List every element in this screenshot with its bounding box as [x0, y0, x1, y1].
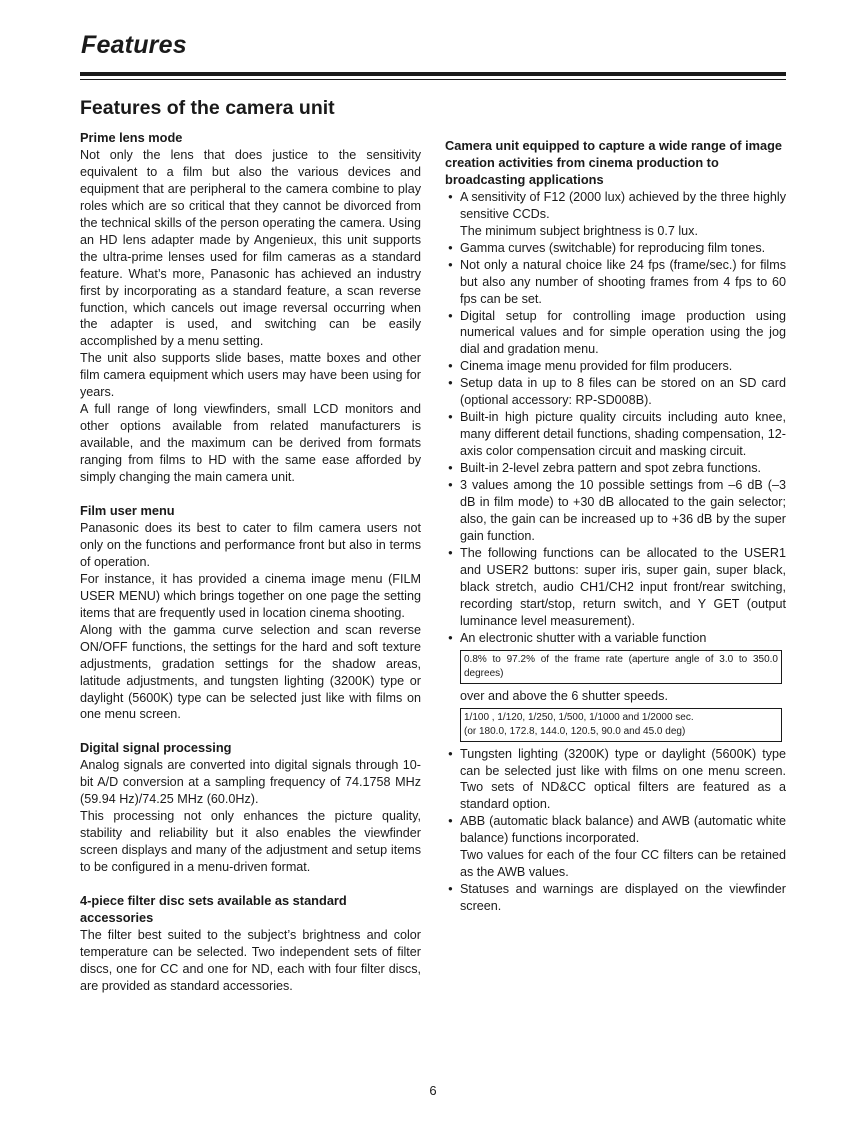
digital-signal-paragraph: This processing not only enhances the picture quality, stability and reliability but it also enables the viewfinder screen displays and many of the adjustment and setup items to be configured in a menu-driven format. — [80, 809, 421, 875]
prime-lens-paragraph: A full range of long viewfinders, small LCD monitors and other options available from related manufacturers is available, and the maximum can be derived from formats ranging from films to HD with the same ease afforded by simply changing the main camera unit. — [80, 402, 421, 485]
prime-lens-paragraph: Not only the lens that does justice to the sensitivity equivalent to a film but also the various devices and equipment that are peripheral to the camera combine to play roles which are so critical that they cannot be divorced from the technical skills of the person operating the camera. Using an HD lens adapter made by Angenieux, this unit supports the ultra-prime lenses used for film cameras as a standard feature. What’s more, Panasonic has achieved an industry first by incorporating as a standard feature, a scan reverse function, which cancels out image reversal occurring when the adapter is used, and switching can be easily accomplished by a menu setting. — [80, 147, 421, 349]
camera-unit-heading: Camera unit equipped to capture a wide range of image creation activities from cinema production to broadcasting applications — [445, 138, 783, 187]
feature-item: ● An electronic shutter with a variable function — [445, 630, 786, 647]
digital-signal-paragraph: Analog signals are converted into digital signals through 10-bit A/D conversion at a sampling frequency of 74.1758 MHz (59.94 Hz)/74.25 MHz (60.0Hz). — [80, 758, 421, 807]
filter-disc-heading: 4-piece filter disc sets available as standard accessories — [80, 893, 347, 925]
page-number: 6 — [429, 1083, 437, 1098]
film-user-menu-paragraph: For instance, it has provided a cinema image menu (FILM USER MENU) which brings together on one page the setting items that are frequently used in location cinema shooting. — [80, 571, 421, 620]
feature-item: ● Setup data in up to 8 files can be stored on an SD card (optional accessory: RP-SD008B). — [445, 375, 786, 409]
header-rule-thin — [80, 79, 786, 80]
feature-item: ● Cinema image menu provided for film producers. — [445, 358, 786, 375]
feature-list-a — [445, 189, 786, 647]
feature-item: ● Tungsten lighting (3200K) type or daylight (5600K) type can be selected just like with films on one menu screen. Two sets of ND&CC optical filters are featured as a standard option. — [445, 746, 786, 814]
header-rule-thick — [80, 72, 786, 76]
film-user-menu-paragraph: Panasonic does its best to cater to film camera users not only on the functions and performance front but also in terms of operation. — [80, 520, 421, 569]
left-column — [80, 130, 421, 995]
page-title: Features — [81, 31, 187, 59]
film-user-menu-heading: Film user menu — [80, 503, 175, 519]
frame-rate-box: 0.8% to 97.2% of the frame rate (aperture angle of 3.0 to 350.0 degrees) — [460, 650, 782, 684]
feature-item: ● Digital setup for controlling image production using numerical values and for simple operation using the jog dial and gradation menu. — [445, 308, 786, 359]
feature-item: ● A sensitivity of F12 (2000 lux) achieved by the three highly sensitive CCDs. The minimum subject brightness is 0.7 lux. — [445, 189, 786, 240]
film-user-menu-paragraph: Along with the gamma curve selection and scan reverse ON/OFF functions, the settings for the hard and soft texture adjustments, gradation settings for the shadow areas, latitude adjustments, and tungsten lighting (3200K) type or daylight (5600K) type can be selected just like with films on one menu screen. — [80, 622, 421, 722]
prime-lens-heading: Prime lens mode — [80, 130, 183, 145]
section-title: Features of the camera unit — [80, 97, 335, 119]
feature-item: ● Gamma curves (switchable) for reproducing film tones. — [445, 240, 786, 257]
filter-disc-paragraph: The filter best suited to the subject’s brightness and color temperature can be selected. Two independent sets of filter discs, one for CC and one for ND, each with four filter discs, are provided as standard accessories. — [80, 927, 421, 993]
feature-item: ● 3 values among the 10 possible settings from –6 dB (–3 dB in film mode) to +30 dB allocated to the gain selector; also, the gain can be increased up to +36 dB by the super gain function. — [445, 477, 786, 545]
feature-item: ● Statuses and warnings are displayed on the viewfinder screen. — [445, 881, 786, 915]
feature-item: ● Built-in high picture quality circuits including auto knee, many different detail functions, shading compensation, 12-axis color compensation circuit and masking circuit. — [445, 409, 786, 460]
digital-signal-heading: Digital signal processing — [80, 740, 232, 756]
feature-item: ● Not only a natural choice like 24 fps (frame/sec.) for films but also any number of shooting frames from 4 fps to 60 fps can be set. — [445, 257, 786, 308]
feature-item: ● Built-in 2-level zebra pattern and spot zebra functions. — [445, 460, 786, 477]
shutter-speeds-text: over and above the 6 shutter speeds. — [460, 688, 668, 703]
feature-list-b — [445, 746, 786, 916]
shutter-speeds-box: 1/100 , 1/120, 1/250, 1/500, 1/1000 and 1/2000 sec. (or 180.0, 172.8, 144.0, 120.5, 90.0 and 45.0 deg) — [460, 708, 782, 742]
feature-item: ● ABB (automatic black balance) and AWB (automatic white balance) functions incorporated. Two values for each of the four CC filters can be retained as the AWB values. — [445, 813, 786, 881]
feature-item: ● The following functions can be allocated to the USER1 and USER2 buttons: super iris, super gain, super black, black stretch, audio CH1/CH2 input front/rear switching, recording start/stop, return switch, and Y GET (output luminance level measurement). — [445, 545, 786, 630]
right-column — [445, 138, 786, 915]
prime-lens-paragraph: The unit also supports slide bases, matte boxes and other film camera equipment which users may have been using for years. — [80, 351, 421, 400]
